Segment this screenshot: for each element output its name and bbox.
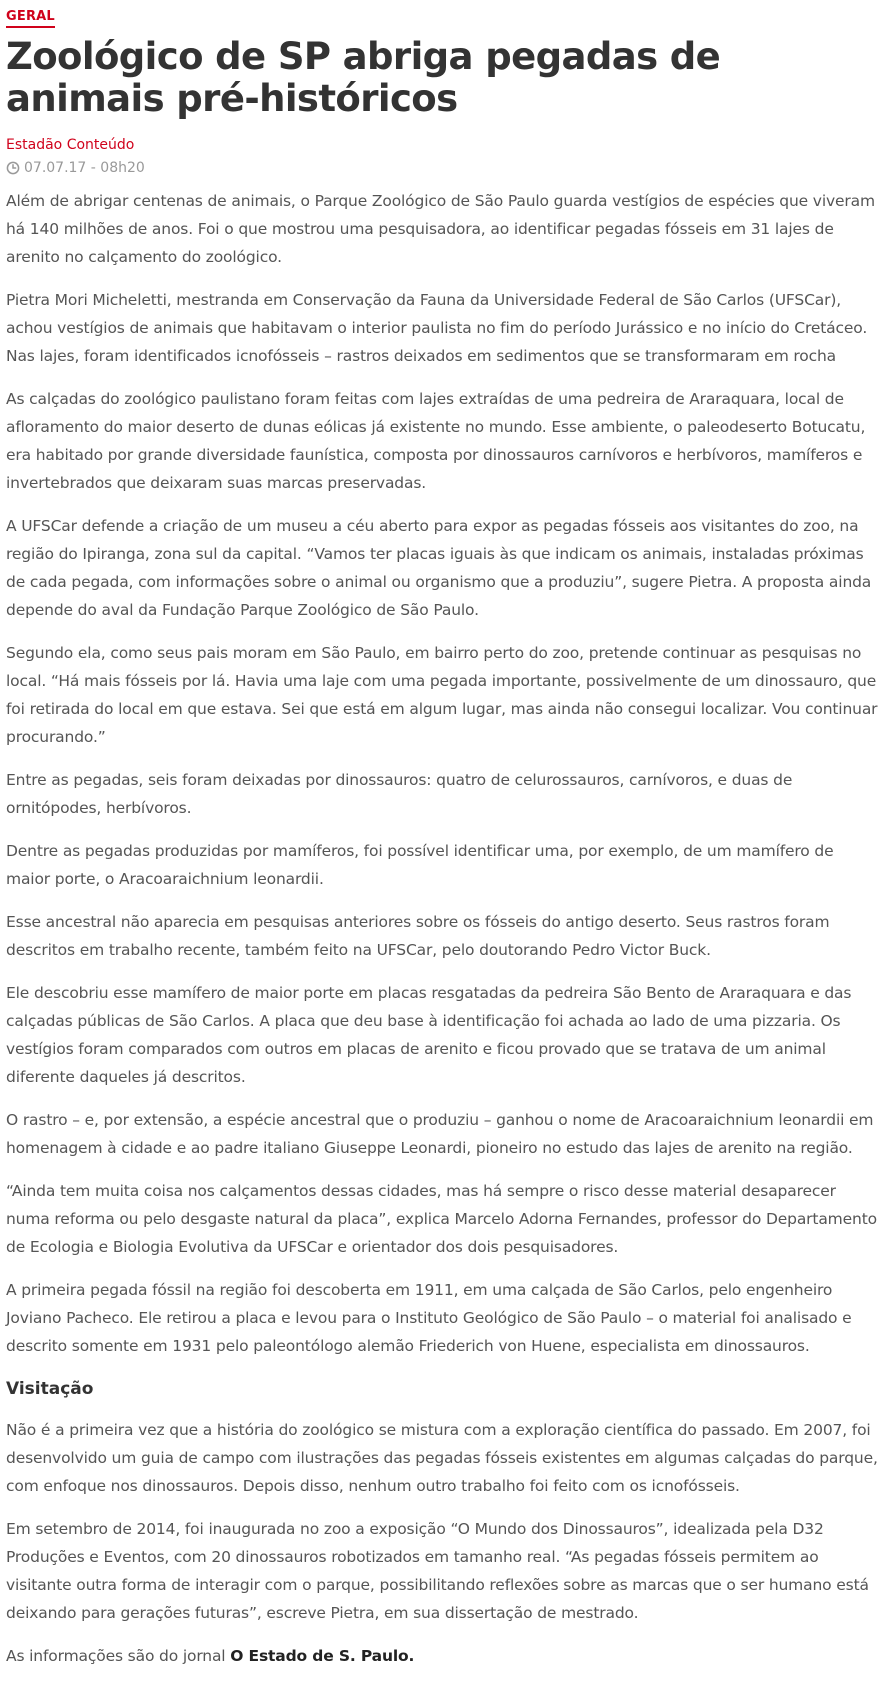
paragraph: Em setembro de 2014, foi inaugurada no zoo a exposição “O Mundo dos Dinossauros”, idealizada pela D32 Produções e Eventos, com 20 dinossauros robotizados em tamanho real. “As pegadas fósseis permitem ao visitante outra forma de interagir com o parque, possibilitando reflexões sobre as marcas que o ser humano está deixando para gerações futuras”, escreve Pietra, em sua dissertação de mestrado. — [6, 1520, 869, 1622]
article-body — [6, 187, 882, 1670]
publish-date — [6, 159, 882, 177]
paragraph: Além de abrigar centenas de animais, o Parque Zoológico de São Paulo guarda vestígios de espécies que viveram há 140 milhões de anos. Foi o que mostrou uma pesquisadora, ao identificar pegadas fósseis em 31 lajes de arenito no calçamento do zoológico. — [6, 192, 875, 266]
paragraph: As calçadas do zoológico paulistano foram feitas com lajes extraídas de uma pedreira de Araraquara, local de afloramento do maior deserto de dunas eólicas já existente no mundo. Esse ambiente, o paleodeserto Botucatu, era habitado por grande diversidade faunística, composta por dinossauros carnívoros e herbívoros, mamíferos e invertebrados que deixaram suas marcas preservadas. — [6, 390, 866, 492]
publish-date-text: 07.07.17 - 08h20 — [24, 160, 145, 176]
source-credit — [6, 1642, 882, 1670]
source-name: O Estado de S. Paulo. — [230, 1647, 415, 1665]
paragraph: Esse ancestral não aparecia em pesquisas anteriores sobre os fósseis do antigo deserto. Seus rastros foram descritos em trabalho recente, também feito na UFSCar, pelo doutorando Pedro Victor Buck. — [6, 913, 830, 959]
paragraph: Dentre as pegadas produzidas por mamíferos, foi possível identificar uma, por exemplo, de um mamífero de maior porte, o Aracoaraichnium leonardii. — [6, 842, 834, 888]
section-heading: Visitação — [6, 1379, 94, 1399]
source-prefix: As informações são do jornal — [6, 1647, 231, 1665]
paragraph: Segundo ela, como seus pais moram em São Paulo, em bairro perto do zoo, pretende continuar as pesquisas no local. “Há mais fósseis por lá. Havia uma laje com uma pegada importante, possivelmente de um dinossauro, que foi retirada do local em que estava. Sei que está em algum lugar, mas ainda não consegui localizar. Vou continuar procurando.” — [6, 644, 878, 746]
clock-icon — [6, 161, 20, 175]
paragraph: Ele descobriu esse mamífero de maior porte em placas resgatadas da pedreira São Bento de Araraquara e das calçadas públicas de São Carlos. A placa que deu base à identificação foi achada ao lado de uma pizzaria. Os vestígios foram comparados com outros em placas de arenito e ficou provado que se tratava de um animal diferente daqueles já descritos. — [6, 984, 852, 1086]
paragraph: A UFSCar defende a criação de um museu a céu aberto para expor as pegadas fósseis aos visitantes do zoo, na região do Ipiranga, zona sul da capital. “Vamos ter placas iguais às que indicam os animais, instaladas próximas de cada pegada, com informações sobre o animal ou organismo que a produziu”, sugere Pietra. A proposta ainda depende do aval da Fundação Parque Zoológico de São Paulo. — [6, 517, 872, 619]
paragraph: O rastro – e, por extensão, a espécie ancestral que o produziu – ganhou o nome de Aracoaraichnium leonardii em homenagem à cidade e ao padre italiano Giuseppe Leonardi, pioneiro no estudo das lajes de arenito na região. — [6, 1111, 874, 1157]
author-link[interactable]: Estadão Conteúdo — [6, 137, 135, 153]
paragraph: Não é a primeira vez que a história do zoológico se mistura com a exploração científica do passado. Em 2007, foi desenvolvido um guia de campo com ilustrações das pegadas fósseis existentes em algumas calçadas do parque, com enfoque nos dinossauros. Depois disso, nenhum outro trabalho foi feito com os icnofósseis. — [6, 1421, 878, 1495]
paragraph: “Ainda tem muita coisa nos calçamentos dessas cidades, mas há sempre o risco desse material desaparecer numa reforma ou pelo desgaste natural da placa”, explica Marcelo Adorna Fernandes, professor do Departamento de Ecologia e Biologia Evolutiva da UFSCar e orientador dos dois pesquisadores. — [6, 1182, 877, 1256]
paragraph: Entre as pegadas, seis foram deixadas por dinossauros: quatro de celurossauros, carnívoros, e duas de ornitópodes, herbívoros. — [6, 771, 793, 817]
article-title: Zoológico de SP abriga pegadas de animais pré-históricos — [6, 35, 721, 120]
paragraph: Pietra Mori Micheletti, mestranda em Conservação da Fauna da Universidade Federal de São Carlos (UFSCar), achou vestígios de animais que habitavam o interior paulista no fim do período Jurássico e no início do Cretáceo. Nas lajes, foram identificados icnofósseis – rastros deixados em sedimentos que se transformaram em rocha — [6, 291, 868, 365]
category-link[interactable]: GERAL — [6, 9, 55, 28]
paragraph: A primeira pegada fóssil na região foi descoberta em 1911, em uma calçada de São Carlos, pelo engenheiro Joviano Pacheco. Ele retirou a placa e levou para o Instituto Geológico de São Paulo – o material foi analisado e descrito somente em 1931 pelo paleontólogo alemão Friederich von Huene, especialista em dinossauros. — [6, 1281, 852, 1355]
